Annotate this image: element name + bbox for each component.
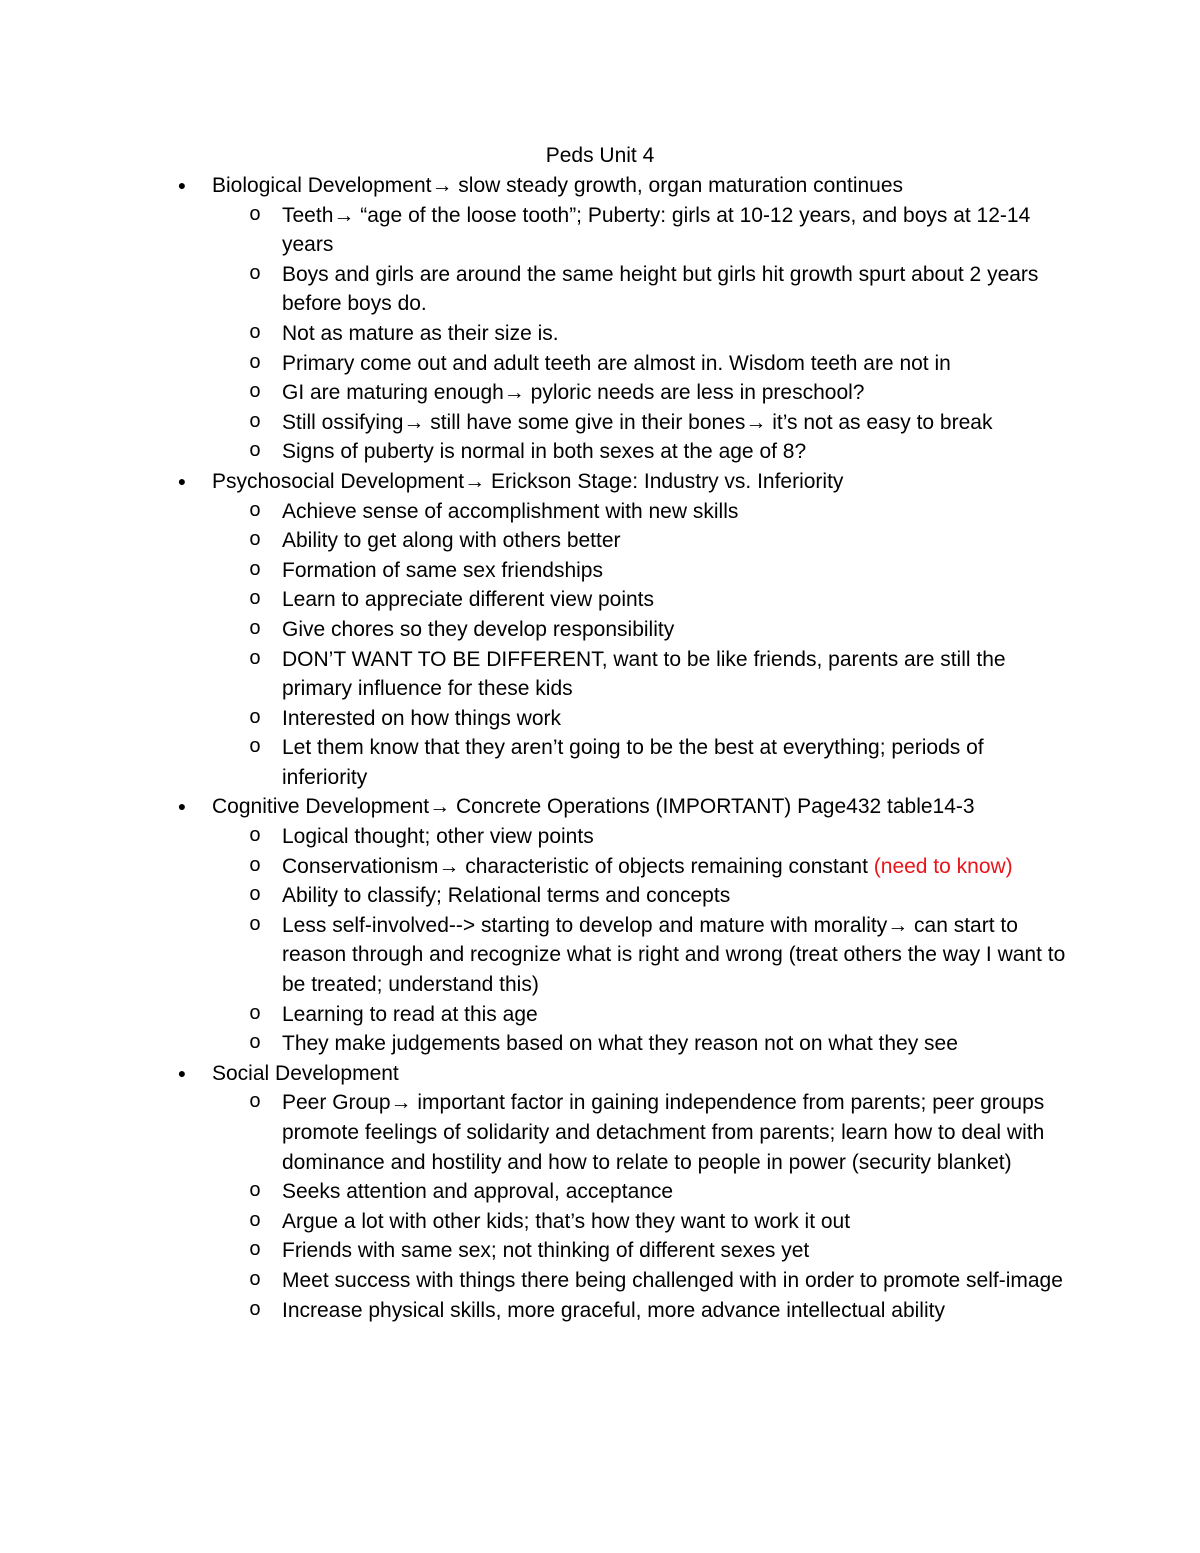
list-item (0, 378, 1067, 408)
list-item (0, 201, 1067, 260)
list-item (0, 733, 1067, 792)
hollow-bullet-icon: o (248, 884, 261, 908)
list-item (0, 526, 1067, 556)
list-item-text: GI are maturing enough→ pyloric needs are less in preschool? (282, 381, 865, 405)
filled-bullet-icon: ● (177, 472, 187, 489)
hollow-bullet-icon: o (248, 558, 261, 582)
list-item (0, 408, 1067, 438)
hollow-bullet-icon: o (248, 1268, 261, 1292)
list-item (0, 1088, 1067, 1177)
list-item (0, 1236, 1067, 1266)
list-item (0, 1207, 1067, 1237)
list-item-text: Signs of puberty is normal in both sexes at the age of 8? (282, 440, 807, 464)
list-item-text: Peer Group→ important factor in gaining independence from parents; peer groups promote feelings of solidarity and detachment from parents; learn how to deal with dominance and hostility and how to relate to people in power (security blanket) (282, 1091, 1045, 1174)
list-item-text: Achieve sense of accomplishment with new skills (282, 499, 739, 523)
hollow-bullet-icon: o (248, 351, 261, 375)
hollow-bullet-icon: o (248, 736, 261, 760)
hollow-bullet-icon: o (248, 529, 261, 553)
hollow-bullet-icon: o (248, 588, 261, 612)
hollow-bullet-icon: o (248, 1298, 261, 1322)
section-heading-text: Cognitive Development→ Concrete Operations (IMPORTANT) Page432 table14-3 (212, 795, 975, 819)
list-item-text: Learn to appreciate different view points (282, 588, 655, 612)
list-item-text: Increase physical skills, more graceful, more advance intellectual ability (282, 1298, 945, 1322)
list-item (0, 319, 1067, 349)
hollow-bullet-icon: o (248, 499, 261, 523)
list-item-text: Less self-involved--> starting to develop and mature with morality→ can start to reason through and recognize what is right and wrong (treat others the way I want to be treated; understand this) (282, 913, 1066, 997)
list-item-text: Give chores so they develop responsibility (282, 617, 675, 641)
list-item-text: Teeth→ “age of the loose tooth”; Puberty: girls at 10-12 years, and boys at 12-14 years (282, 203, 1031, 257)
section-heading-text: Psychosocial Development→ Erickson Stage: Industry vs. Inferiority (212, 469, 844, 493)
list-item-text: Formation of same sex friendships (282, 558, 603, 582)
hollow-bullet-icon: o (248, 1209, 261, 1233)
list-item-text: Learning to read at this age (282, 1002, 538, 1026)
list-item (0, 260, 1067, 319)
list-item (0, 585, 1067, 615)
list-item (0, 881, 1067, 911)
list-item (0, 349, 1067, 379)
list-item-text: DON’T WANT TO BE DIFFERENT, want to be like friends, parents are still the primary influence for these kids (282, 647, 1006, 701)
hollow-bullet-icon: o (248, 647, 261, 671)
section-heading (0, 467, 1062, 497)
list-item-text: They make judgements based on what they reason not on what they see (282, 1032, 958, 1056)
list-item (0, 1296, 1067, 1326)
hollow-bullet-icon: o (248, 321, 261, 345)
list-item (0, 645, 1067, 704)
list-item (0, 704, 1067, 734)
filled-bullet-icon: ● (177, 177, 187, 193)
hollow-bullet-icon: o (248, 1180, 261, 1204)
list-item-text: Still ossifying→ still have some give in their bones→ it’s not as easy to break (282, 410, 993, 434)
list-item (0, 1029, 1067, 1059)
hollow-bullet-icon: o (248, 1002, 261, 1026)
section-heading (0, 792, 1062, 822)
list-item (0, 1177, 1067, 1207)
list-item-text: Not as mature as their size is. (282, 321, 559, 345)
hollow-bullet-icon: o (248, 706, 261, 730)
list-item-text: Seeks attention and approval, acceptance (282, 1180, 674, 1204)
list-item-text: Ability to get along with others better (282, 529, 621, 553)
list-item-text: Logical thought; other view points (282, 825, 594, 849)
list-item (0, 1000, 1067, 1030)
list-item (0, 822, 1067, 852)
list-item-text: Meet success with things there being challenged with in order to promote self-image (282, 1268, 1063, 1292)
section-heading-text: Social Development (212, 1061, 399, 1085)
list-item-text: Boys and girls are around the same height but girls hit growth spurt about 2 years before boys do. (282, 262, 1039, 316)
page-title: Peds Unit 4 (545, 144, 655, 167)
list-item (0, 1266, 1067, 1296)
hollow-bullet-icon: o (248, 1091, 261, 1115)
hollow-bullet-icon: o (248, 262, 261, 286)
list-item (0, 556, 1067, 586)
list-item (0, 852, 1067, 882)
hollow-bullet-icon: o (248, 854, 261, 878)
list-item (0, 437, 1067, 467)
section-heading (0, 171, 1062, 201)
section-heading (0, 1059, 1062, 1089)
hollow-bullet-icon: o (248, 203, 261, 227)
outline (0, 171, 1200, 1325)
list-item (0, 615, 1067, 645)
hollow-bullet-icon: o (248, 410, 261, 434)
list-item-text: Ability to classify; Relational terms and concepts (282, 884, 731, 908)
hollow-bullet-icon: o (248, 1032, 261, 1056)
hollow-bullet-icon: o (248, 381, 261, 405)
filled-bullet-icon: ● (177, 798, 187, 815)
hollow-bullet-icon: o (248, 1239, 261, 1263)
hollow-bullet-icon: o (248, 913, 261, 937)
need-to-know-note: (need to know) (873, 854, 1013, 878)
hollow-bullet-icon: o (248, 440, 261, 464)
list-item (0, 911, 1067, 1000)
list-item-text: Let them know that they aren’t going to be the best at everything; periods of inferiority (282, 736, 984, 789)
list-item-text: Interested on how things work (282, 706, 561, 730)
filled-bullet-icon: ● (177, 1064, 187, 1081)
hollow-bullet-icon: o (248, 617, 261, 641)
list-item-text: Argue a lot with other kids; that’s how they want to work it out (282, 1209, 851, 1233)
section-heading-text: Biological Development→ slow steady growth, organ maturation continues (212, 174, 904, 197)
list-item-text: Primary come out and adult teeth are almost in. Wisdom teeth are not in (282, 351, 951, 375)
list-item-text: Conservationism→ characteristic of objects remaining constant (282, 854, 868, 878)
list-item (0, 497, 1067, 527)
hollow-bullet-icon: o (248, 825, 261, 849)
list-item-text: Friends with same sex; not thinking of different sexes yet (282, 1239, 810, 1263)
